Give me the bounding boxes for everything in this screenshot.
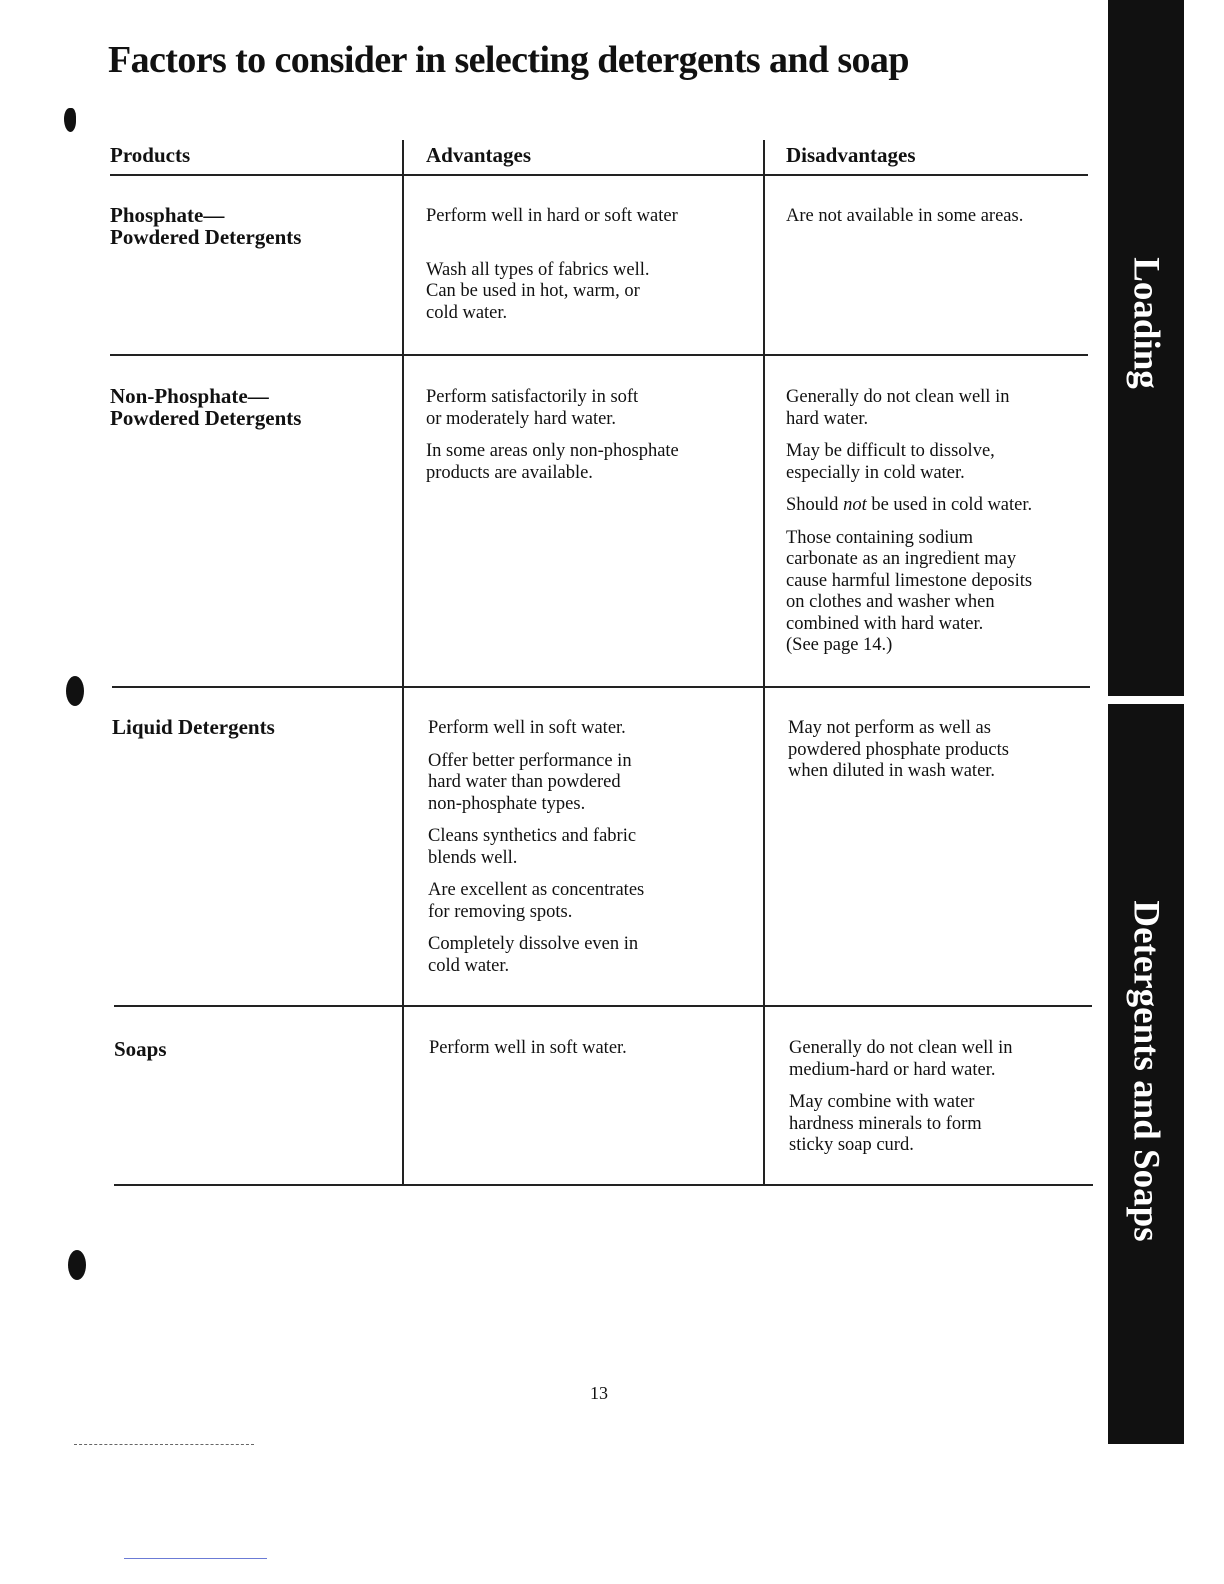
advantage-text: Are excellent as concentrates for removing spots. — [428, 880, 645, 922]
page-title: Factors to consider in selecting detergents and soap — [108, 39, 909, 81]
table-row-divider — [112, 686, 1090, 688]
advantages-cell — [429, 1038, 759, 1071]
advantage-text: Cleans synthetics and fabric blends well. — [428, 826, 637, 868]
table-row-divider — [114, 1005, 1092, 1007]
disadvantages-cell — [786, 387, 1102, 668]
disadvantages-cell — [786, 206, 1096, 239]
side-tab-loading — [1108, 0, 1184, 696]
binding-hole-mark — [66, 676, 84, 706]
product-name: Soaps — [114, 1037, 167, 1061]
side-tab-detergents — [1108, 704, 1184, 1444]
advantage-text: Offer better performance in hard water than powdered non-phosphate types. — [428, 750, 632, 814]
advantage-text: Completely dissolve even in cold water. — [428, 934, 639, 976]
header-products: Products — [110, 143, 191, 167]
advantages-cell — [426, 206, 756, 335]
header-disadvantages: Disadvantages — [786, 143, 916, 167]
disadvantage-text: Are not available in some areas. — [786, 206, 1024, 226]
advantages-cell — [428, 718, 758, 988]
disadvantage-text: Generally do not clean well in hard water. — [786, 387, 1010, 429]
disadvantages-cell — [789, 1038, 1099, 1168]
advantage-text: In some areas only non-phosphate products are available. — [426, 441, 679, 483]
binding-hole-mark — [68, 1250, 86, 1280]
disadvantage-text: Generally do not clean well in medium-hard or hard water. — [789, 1038, 1013, 1080]
advantages-cell — [426, 387, 756, 495]
disadvantages-cell — [788, 718, 1098, 794]
table-header-rule — [110, 174, 1088, 176]
advantage-text: Perform well in hard or soft water — [426, 206, 678, 226]
product-name: Non-Phosphate— Powdered Detergents — [110, 384, 302, 430]
advantage-text: Perform satisfactorily in soft or moderately hard water. — [426, 387, 639, 429]
disadvantage-text: May combine with water hardness minerals to form sticky soap curd. — [789, 1092, 982, 1155]
page-number: 13 — [590, 1383, 608, 1403]
product-name: Phosphate— Powdered Detergents — [110, 203, 302, 249]
table-row-divider — [110, 354, 1088, 356]
advantage-text: Perform well in soft water. — [428, 718, 626, 738]
header-advantages: Advantages — [426, 143, 532, 167]
side-tab-label: Detergents and Soaps — [1125, 900, 1167, 1242]
product-name: Liquid Detergents — [112, 715, 275, 739]
disadvantage-text: Should not be used in cold water. — [786, 495, 1033, 515]
disadvantage-text: May not perform as well as powdered phosphate products when diluted in wash water. — [788, 718, 1009, 781]
side-tab-label: Loading — [1125, 257, 1167, 389]
table-bottom-rule — [114, 1184, 1093, 1186]
advantage-text: Perform well in soft water. — [429, 1038, 627, 1058]
table-column-divider — [763, 140, 765, 1186]
table-column-divider — [402, 140, 404, 1186]
binding-hole-mark — [64, 108, 76, 132]
scan-artifact — [74, 1444, 254, 1446]
disadvantage-text: May be difficult to dissolve, especially in cold water. — [786, 441, 995, 483]
advantage-text: Wash all types of fabrics well. Can be used in hot, warm, or cold water. — [426, 259, 650, 323]
scan-artifact — [124, 1558, 267, 1559]
disadvantage-text: Those containing sodium carbonate as an ingredient may cause harmful limestone deposits on clothes and washer when combined with hard water. (See page 14.) — [786, 527, 1033, 655]
